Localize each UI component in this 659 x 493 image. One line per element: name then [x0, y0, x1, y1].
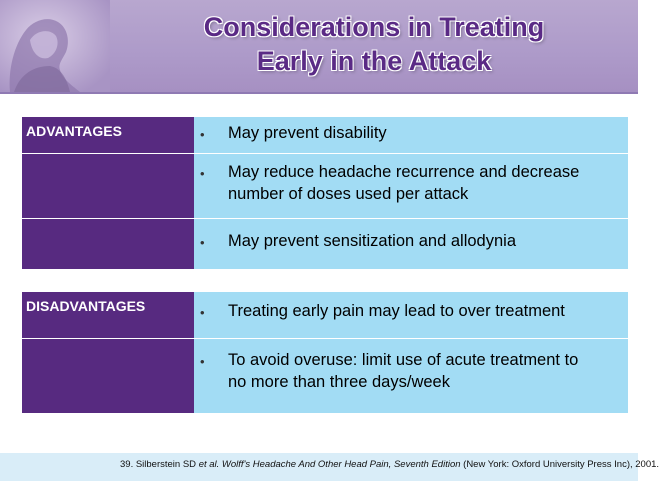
advantage-content: [194, 154, 628, 218]
disadvantages-label: DISADVANTAGES: [26, 298, 146, 314]
disadvantages-table: [22, 292, 628, 413]
bullet-icon: •: [200, 166, 205, 181]
advantage-text: May prevent sensitization and allodynia: [228, 232, 517, 250]
disadvantage-row: [22, 292, 628, 339]
advantage-row: [22, 219, 628, 269]
disadvantage-text-line2: no more than three days/week: [228, 373, 450, 391]
advantage-row: [22, 154, 628, 219]
disadvantage-text: Treating early pain may lead to over treatment: [228, 302, 565, 320]
slide-header: [0, 0, 638, 92]
advantages-label: ADVANTAGES: [26, 123, 122, 139]
disadvantages-label-cell: [22, 292, 194, 338]
disadvantage-text-line1: To avoid overuse: limit use of acute treatment to: [228, 351, 579, 369]
disadvantages-label-cell-empty: [22, 339, 194, 413]
advantage-text-line1: May reduce headache recurrence and decrease: [228, 163, 580, 181]
bullet-icon: •: [200, 127, 205, 142]
bullet-icon: •: [200, 235, 205, 250]
advantages-table: [22, 117, 628, 269]
bullet-icon: •: [200, 354, 205, 369]
citation: [120, 459, 659, 470]
advantage-text-line2: number of doses used per attack: [228, 185, 469, 203]
slide-title-line1: Considerations in Treating: [203, 12, 545, 42]
disadvantage-content: [194, 292, 628, 338]
disadvantage-content: [194, 339, 628, 413]
slide-title: [110, 10, 638, 78]
advantage-content: [194, 219, 628, 269]
woman-silhouette-image: [0, 0, 110, 92]
advantage-content: [194, 117, 628, 153]
citation-book: Wolff's Headache And Other Head Pain, Seventh Edition: [219, 459, 461, 470]
advantage-row: [22, 117, 628, 154]
slide-title-line2: Early in the Attack: [256, 46, 492, 76]
bullet-icon: •: [200, 305, 205, 320]
disadvantage-row: [22, 339, 628, 413]
advantage-text: May prevent disability: [228, 124, 387, 142]
header-divider: [0, 92, 638, 94]
citation-etal: et al.: [198, 459, 220, 470]
citation-suffix: (New York: Oxford University Press Inc), 2001.: [460, 459, 659, 470]
citation-prefix: 39. Silberstein SD: [120, 459, 199, 470]
